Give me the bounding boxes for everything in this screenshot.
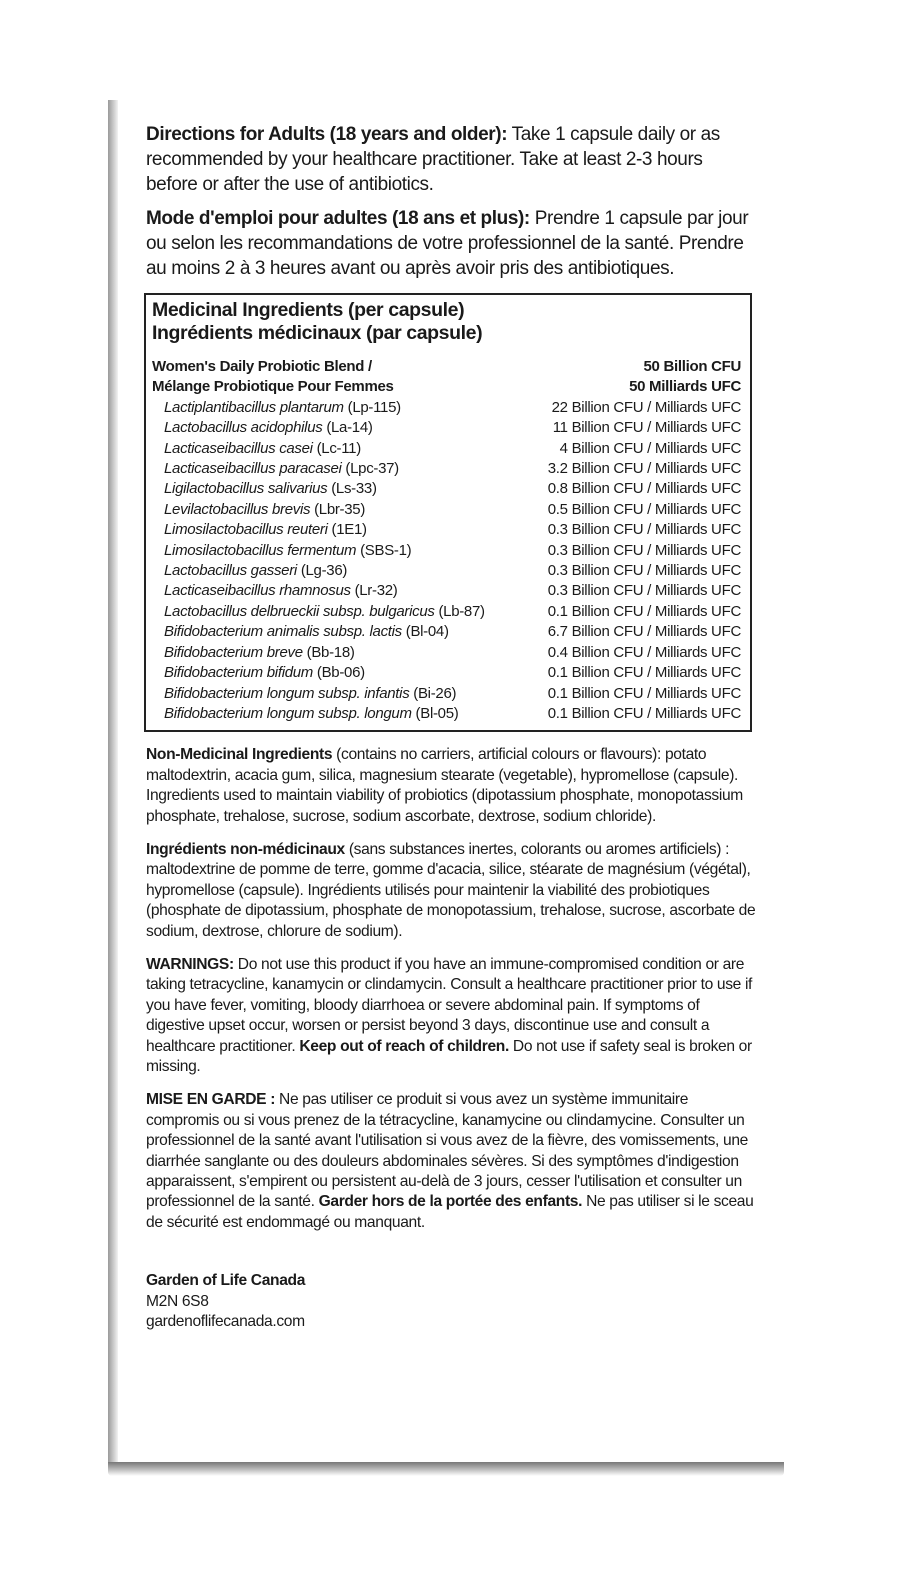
ingredient-row [152,622,741,642]
ingredient-amount: 0.5 Billion CFU / Milliards UFC [547,500,741,518]
company-website: gardenoflifecanada.com [146,1313,305,1331]
ingredient-amount: 0.1 Billion CFU / Milliards UFC [547,602,741,620]
ingredient-strain-code: (Bl-05) [411,704,459,722]
ingredient-name [152,602,485,622]
ingredient-strain-code: (Bb-06) [313,664,365,682]
ingredient-species: Limosilactobacillus fermentum [164,541,357,559]
ingredient-strain-code: (Lbr-35) [310,500,366,518]
warnings-en-bold: Keep out of reach of children. [299,1037,509,1055]
ingredient-strain-code: (SBS-1) [356,541,412,559]
blend-header [152,357,741,398]
ingredient-row [152,684,741,704]
warnings-fr-label: MISE EN GARDE : [146,1091,276,1109]
ingredient-species: Lacticaseibacillus paracasei [164,460,342,478]
blend-amount-en: 50 Billion CFU [643,358,741,375]
non-medicinal-en [146,745,761,827]
warnings-en-text: Do not use this product if you have an immune-compromised condition or are taking tetracycline, kanamycin or clindamycin. Consult a healthcare practitioner prior to use if you have fever, vomiting, bloody diarrhoea or severe abdominal pain. If symptoms of digestive upset occur, worsen or persist beyond 3 days, discontinue use and consult a healthcare practitioner. [146,955,753,1055]
ingredients-title-en: Medicinal Ingredients (per capsule) [152,299,465,321]
ingredient-row [152,520,741,540]
ingredient-species: Bifidobacterium bifidum [164,664,314,682]
ingredient-name [152,439,361,459]
blend-name-fr: Mélange Probiotique Pour Femmes [152,378,394,396]
ingredient-name [152,561,347,581]
ingredient-amount: 0.3 Billion CFU / Milliards UFC [547,521,741,539]
ingredient-species: Lacticaseibacillus rhamnosus [164,582,351,600]
lower-text [146,745,761,1332]
ingredient-row [152,418,741,438]
ingredient-amount: 6.7 Billion CFU / Milliards UFC [547,623,741,641]
ingredient-name [152,418,373,438]
directions-fr-text: Prendre 1 capsule par jour ou selon les recommandations de votre professionnel de la santé. Prendre au moins 2 à 3 heures avant ou après avoir pris des antibiotiques. [146,208,749,279]
warnings-en [146,955,761,1077]
blend-amount-fr: 50 Milliards UFC [629,378,741,396]
non-medicinal-en-label: Non-Medicinal Ingredients [146,746,333,764]
ingredient-strain-code: (Lb-87) [434,602,485,620]
strain-list [152,398,741,725]
ingredient-strain-code: (Lpc-37) [341,460,399,478]
ingredient-name [152,704,458,724]
ingredient-species: Lactobacillus delbrueckii subsp. bulgaricus [164,602,435,620]
ingredient-row [152,704,741,724]
warnings-en-label: WARNINGS: [146,955,234,973]
non-medicinal-fr-text: (sans substances inertes, colorants ou aromes artificiels) : maltodextrine de pomme de terre, gomme d'acacia, silice, stéarate de magnésium (végétal), hypromellose (capsule). Ingrédients utilisés pour maintenir la viabilité des probiotiques (phosphate de dipotassium, phosphate de monopotassium, trehalose, sucrose, ascorbate de sodium, dextrose, chlorure de sodium). [146,840,756,940]
blend-row-en [152,357,741,377]
ingredient-strain-code: (Bb-18) [302,643,355,661]
blend-name-en: Women's Daily Probiotic Blend / [152,358,372,375]
ingredient-amount: 0.4 Billion CFU / Milliards UFC [547,643,741,661]
ingredient-name [152,643,355,663]
company-postal-code: M2N 6S8 [146,1292,209,1310]
ingredient-amount: 0.3 Billion CFU / Milliards UFC [547,562,741,580]
warnings-fr [146,1090,761,1233]
panel-shadow-bottom [108,1462,784,1476]
ingredient-row [152,398,741,418]
ingredient-name [152,479,377,499]
ingredient-name [152,663,365,683]
ingredient-row [152,581,741,601]
warnings-fr-bold: Garder hors de la portée des enfants. [318,1193,583,1211]
ingredient-row [152,541,741,561]
directions-en-label: Directions for Adults (18 years and older): [146,124,508,145]
company-info [146,1271,761,1332]
ingredient-species: Ligilactobacillus salivarius [164,480,328,498]
ingredient-amount: 0.3 Billion CFU / Milliards UFC [547,541,741,559]
ingredient-amount: 0.1 Billion CFU / Milliards UFC [547,684,741,702]
ingredient-name [152,500,365,520]
ingredient-species: Lactobacillus gasseri [164,562,297,580]
ingredient-row [152,459,741,479]
ingredient-name [152,459,399,479]
ingredient-amount: 0.1 Billion CFU / Milliards UFC [547,704,741,722]
ingredient-row [152,643,741,663]
medicinal-ingredients-box [144,293,752,732]
ingredient-name [152,581,397,601]
ingredient-row [152,602,741,622]
ingredient-amount: 11 Billion CFU / Milliards UFC [552,419,741,437]
warnings-fr-tail: Ne pas utiliser si le sceau de sécurité est endommagé ou manquant. [146,1193,754,1231]
directions-fr [146,206,758,281]
non-medicinal-fr [146,840,761,942]
directions-en [146,122,758,197]
warnings-en-tail: Do not use if safety seal is broken or missing. [146,1037,752,1075]
directions-fr-label: Mode d'emploi pour adultes (18 ans et plus): [146,208,530,229]
ingredients-title-fr: Ingrédients médicinaux (par capsule) [152,322,483,344]
blend-row-fr [152,377,741,397]
ingredient-amount: 3.2 Billion CFU / Milliards UFC [547,460,741,478]
ingredient-row [152,663,741,683]
label-content [146,122,758,1332]
company-name: Garden of Life Canada [146,1272,306,1290]
ingredient-strain-code: (Bl-04) [401,623,449,641]
ingredient-row [152,439,741,459]
ingredient-species: Bifidobacterium longum subsp. longum [164,704,412,722]
ingredient-species: Limosilactobacillus reuteri [164,521,328,539]
ingredient-amount: 0.8 Billion CFU / Milliards UFC [547,480,741,498]
ingredient-strain-code: (Lr-32) [350,582,398,600]
ingredient-row [152,500,741,520]
ingredient-strain-code: (1E1) [327,521,367,539]
ingredient-row [152,561,741,581]
ingredient-strain-code: (La-14) [322,419,373,437]
directions-en-text: Take 1 capsule daily or as recommended by your healthcare practitioner. Take at least 2-3 hours before or after the use of antibiotics. [146,124,720,195]
ingredient-strain-code: (Ls-33) [327,480,377,498]
ingredient-strain-code: (Lc-11) [312,439,361,457]
ingredient-strain-code: (Lg-36) [296,562,348,580]
ingredient-name [152,520,367,540]
ingredient-species: Lactiplantibacillus plantarum [164,398,344,416]
ingredient-amount: 22 Billion CFU / Milliards UFC [551,398,741,416]
ingredient-name [152,541,411,561]
panel-shadow-left [108,100,118,1470]
ingredient-name [152,622,449,642]
non-medicinal-fr-label: Ingrédients non-médicinaux [146,840,345,858]
non-medicinal-en-text: (contains no carriers, artificial colours or flavours): potato maltodextrin, acacia gum, silica, magnesium stearate (vegetable), hypromellose (capsule). Ingredients used to maintain viability of probiotics (dipotassium phosphate, monopotassium phosphate, trehalose, sucrose, sodium ascorbate, dextrose, sodium chloride). [146,746,743,825]
ingredient-name [152,398,401,418]
ingredient-species: Levilactobacillus brevis [164,500,311,518]
ingredient-species: Lactobacillus acidophilus [164,419,323,437]
ingredient-species: Bifidobacterium longum subsp. infantis [164,684,410,702]
ingredient-species: Bifidobacterium animalis subsp. lactis [164,623,402,641]
ingredient-row [152,479,741,499]
ingredient-amount: 0.3 Billion CFU / Milliards UFC [547,582,741,600]
ingredient-amount: 0.1 Billion CFU / Milliards UFC [547,664,741,682]
ingredient-strain-code: (Lp-115) [343,398,401,416]
warnings-fr-text: Ne pas utiliser ce produit si vous avez un système immunitaire compromis ou si vous prenez de la tétracycline, kanamycine ou clindamycine. Consulter un professionnel de la santé avant l'utilisation si vous avez de la fièvre, des vomissements, une diarrhée sanglante ou des douleurs abdominales sévères. Si des symptômes d'indigestion apparaissent, s'empirent ou persistent au-delà de 3 jours, cesser l'utilisation et consulter un professionnel de la santé. [146,1091,748,1211]
ingredient-strain-code: (Bi-26) [409,684,457,702]
ingredient-species: Lacticaseibacillus casei [164,439,313,457]
ingredient-name [152,684,456,704]
ingredient-amount: 4 Billion CFU / Milliards UFC [559,439,741,457]
ingredient-species: Bifidobacterium breve [164,643,303,661]
directions-section [146,122,758,281]
